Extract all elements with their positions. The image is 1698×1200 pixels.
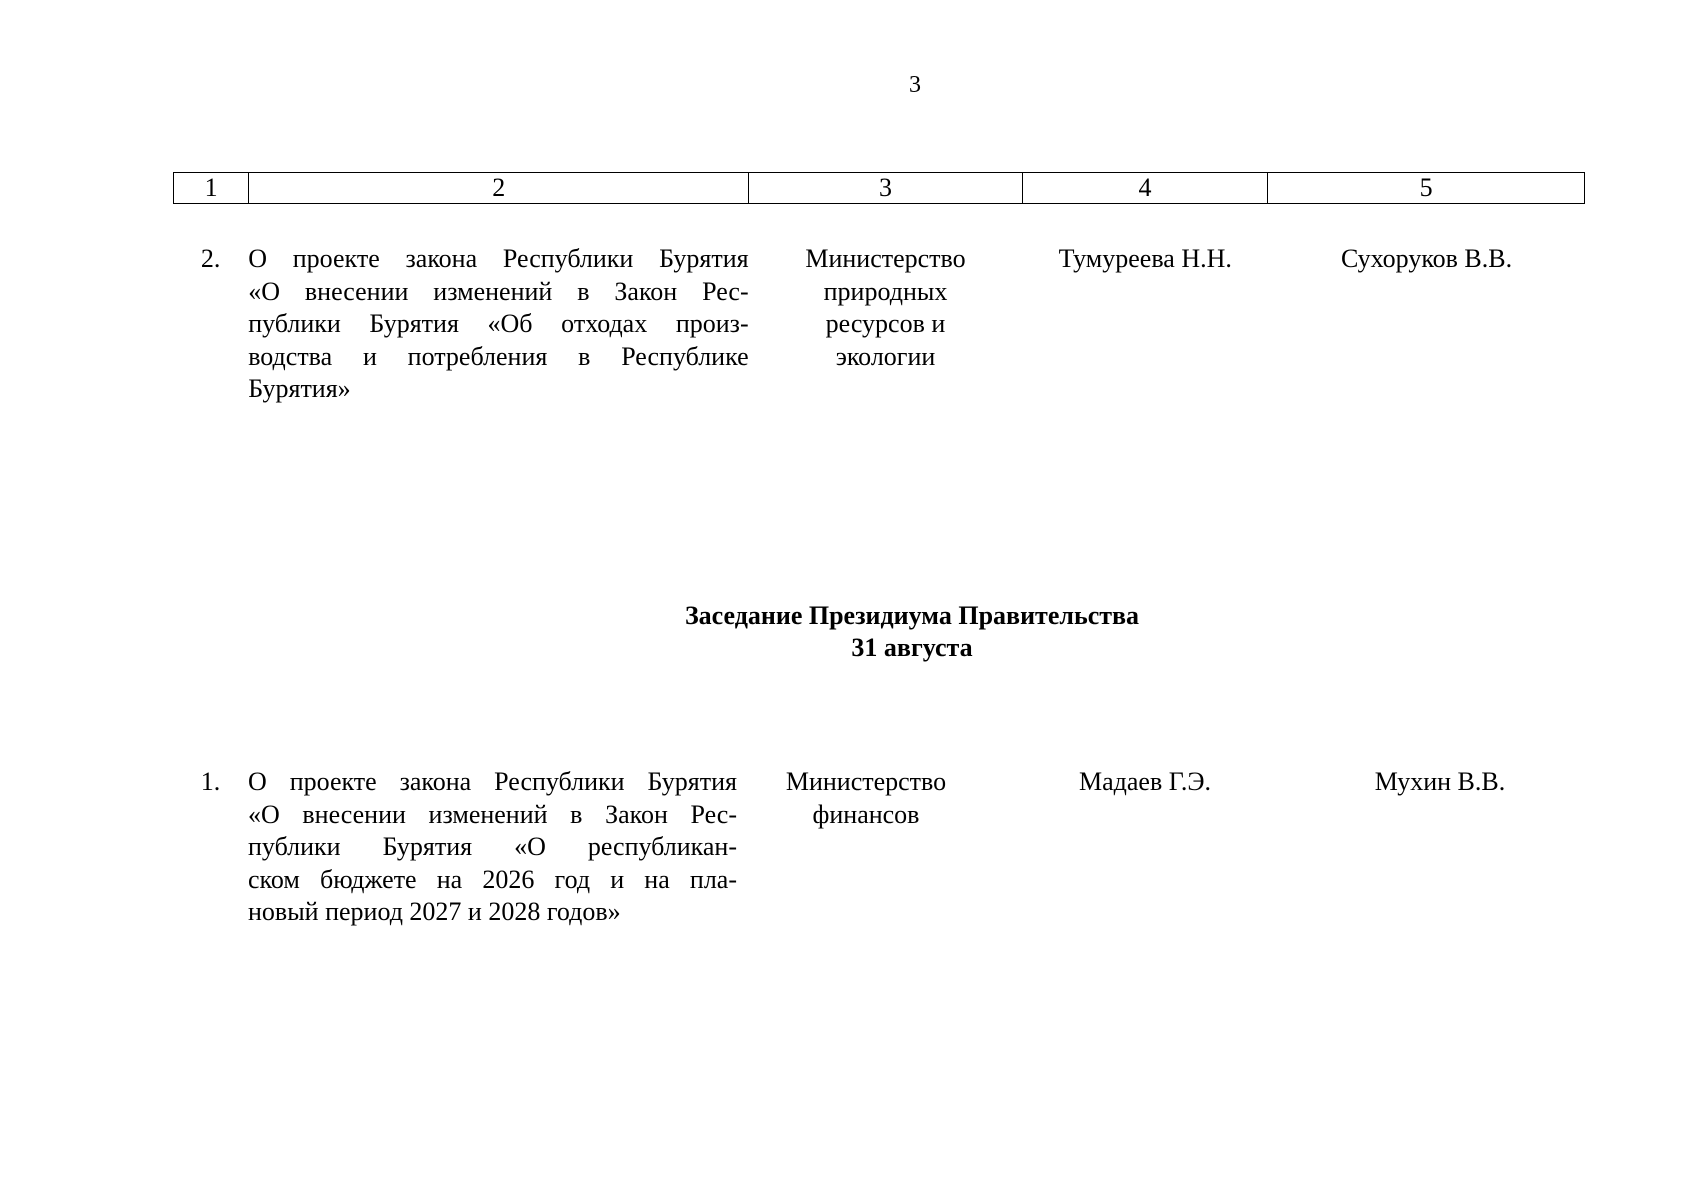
title-line: «О внесении изменений в Закон Рес- (248, 276, 749, 306)
column-header-3: 3 (749, 173, 1023, 204)
column-header-1: 1 (174, 173, 249, 204)
section1-table (173, 243, 1585, 406)
title-line: О проекте закона Республики Бурятия (248, 244, 749, 273)
section-heading-date: 31 августа (851, 633, 973, 662)
table-row (173, 766, 1585, 929)
column-header-4: 4 (1022, 173, 1268, 204)
section-heading-title: Заседание Президиума Правительства (684, 601, 1140, 630)
row-department (749, 243, 1023, 406)
row-curator: Мухин В.В. (1374, 767, 1506, 796)
row-responsible: Тумуреева Н.Н. (1058, 244, 1232, 273)
row-number: 2. (200, 244, 221, 273)
row-responsible: Мадаев Г.Э. (1078, 767, 1211, 796)
row-curator: Сухоруков В.В. (1340, 244, 1513, 273)
title-line: новый период 2027 и 2028 годов» (248, 897, 621, 926)
department-line: экологии (835, 341, 936, 371)
department-line: финансов (812, 799, 920, 829)
title-line: О проекте закона Республики Бурятия (248, 767, 737, 796)
row-number: 1. (200, 767, 221, 796)
title-line: Бурятия» (248, 374, 351, 403)
row-title (248, 243, 748, 406)
department-line: ресурсов и (825, 309, 946, 338)
title-line: водства и потребления в Республике (248, 341, 749, 371)
column-header-2: 2 (249, 173, 749, 204)
title-line: ском бюджете на 2026 год и на пла- (248, 864, 737, 894)
column-header-5: 5 (1268, 173, 1585, 204)
header-row (174, 173, 1585, 204)
row-department (737, 766, 995, 929)
section-heading (173, 600, 1585, 664)
row-title (248, 766, 737, 929)
title-line: публики Бурятия «Об отходах произ- (248, 309, 749, 338)
page-number: 3 (909, 72, 921, 98)
department-line: Министерство (805, 244, 966, 273)
department-line: Министерство (785, 767, 947, 796)
section2-table (173, 766, 1585, 929)
column-number-header (173, 172, 1585, 204)
table-row (173, 243, 1585, 406)
title-line: «О внесении изменений в Закон Рес- (248, 799, 737, 829)
title-line: публики Бурятия «О республикан- (248, 832, 737, 861)
department-line: природных (823, 276, 948, 306)
